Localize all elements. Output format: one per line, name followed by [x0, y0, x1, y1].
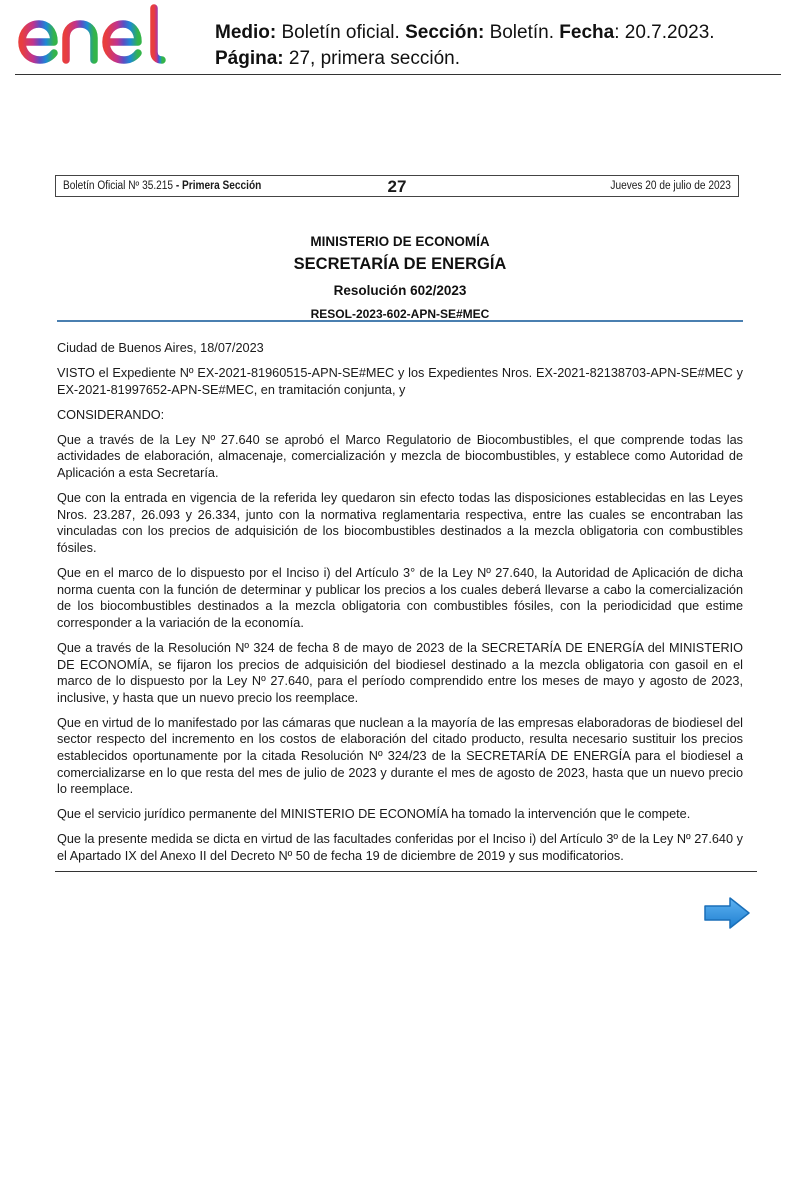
- pagina-value: 27, primera sección.: [288, 48, 460, 69]
- seccion-label: Sección:: [405, 22, 485, 43]
- paragraph-date: Ciudad de Buenos Aires, 18/07/2023: [57, 341, 264, 355]
- bulletin-date: Jueves 20 de julio de 2023: [610, 180, 731, 192]
- fecha-label: Fecha: [559, 22, 615, 43]
- edition-number: Boletín Oficial Nº 35.215: [63, 180, 174, 192]
- fecha-value: : 20.7.2023.: [614, 22, 715, 43]
- paragraph: Que a través de la Resolución Nº 324 de fecha 8 de mayo de 2023 de la SECRETARÍA DE ENERGÍA del MINISTERIO DE ECONOMÍA, se fijaron los precios de adquisición del biodiesel destinado a la mezcla obligatoria con gasoil en el marco de lo dispuesto por la Ley Nº 27.640, para el período comprendido entre los meses de mayo y agosto de 2023, inclusive, y hasta que un nuevo precio los reemplace.: [57, 640, 743, 705]
- header-divider: [15, 74, 781, 75]
- paragraph-considerando: CONSIDERANDO:: [57, 407, 165, 422]
- paragraph-visto: VISTO el Expediente Nº EX-2021-81960515-APN-SE#MEC y los Expedientes Nros. EX-2021-82138703-APN-SE#MEC y EX-2021-81997652-APN-SE#MEC, en tramitación conjunta, y: [57, 366, 743, 397]
- arrow-right-icon[interactable]: [702, 895, 752, 931]
- pagina-label: Página:: [215, 48, 284, 69]
- resolution-body: [57, 340, 743, 873]
- paragraph: Que en el marco de lo dispuesto por el Inciso i) del Artículo 3° de la Ley Nº 27.640, la Autoridad de Aplicación de dicha norma cuenta con la función de determinar y publicar los precios a los cuales deberá llevarse a cabo la comercialización de los biocombustibles destinados a la mezcla obligatoria con combustibles fósiles, con la periodicidad que estime corresponder a la variación de la economía.: [57, 566, 743, 630]
- title-divider: [57, 320, 743, 322]
- ministry-title: MINISTERIO DE ECONOMÍA: [310, 234, 490, 249]
- meta-line-2: [215, 46, 715, 72]
- paragraph: Que el servicio jurídico permanente del MINISTERIO DE ECONOMÍA ha tomado la intervención que le compete.: [57, 807, 691, 822]
- bulletin-page-number: 27: [387, 177, 407, 196]
- paragraph: Que en virtud de lo manifestado por las cámaras que nuclean a la mayoría de las empresas elaboradoras de biodiesel del sector respecto del incremento en los costos de elaboración del citado producto, resulta necesario sustituir los precios establecidos oportunamente por la citada Resolución Nº 324/23 de la SECRETARÍA DE ENERGÍA para el biodiesel a comercializarse en lo que resta del mes de julio de 2023 y durante el mes de agosto de 2023, hasta que un nuevo precio lo reemplace.: [57, 715, 743, 797]
- meta-line-1: [215, 20, 715, 46]
- seccion-value: Boletín.: [489, 22, 554, 43]
- clipping-meta: [215, 20, 715, 72]
- secretariat-title: SECRETARÍA DE ENERGÍA: [293, 255, 507, 273]
- paragraph: Que con la entrada en vigencia de la referida ley quedaron sin efecto todas las disposiciones establecidas en las Leyes Nros. 23.287, 26.093 y 26.334, junto con la normativa reglamentaria respectiva, entre las cuales se encontraban las vinculadas con los precios de adquisición de los biocombustibles destinados a la mezcla obligatoria con combustibles fósiles.: [57, 491, 743, 555]
- medio-value: Boletín oficial.: [281, 22, 400, 43]
- footer-divider: [55, 871, 757, 872]
- edition-section: Primera Sección: [182, 180, 262, 192]
- resolution-titles: [57, 230, 743, 324]
- paragraph: Que a través de la Ley Nº 27.640 se aprobó el Marco Regulatorio de Biocombustibles, el que comprende todas las actividades de elaboración, almacenaje, comercialización y mezcla de biocombustibles, y establece como Autoridad de Aplicación a esta Secretaría.: [57, 432, 743, 481]
- paragraph: Que la presente medida se dicta en virtud de las facultades conferidas por el Inciso i) del Artículo 3º de la Ley Nº 27.640 y el Apartado IX del Anexo II del Decreto Nº 50 de fecha 19 de diciembre de 2019 y sus modificatorios.: [57, 832, 743, 863]
- resolution-code: RESOL-2023-602-APN-SE#MEC: [310, 307, 490, 321]
- enel-logo: [14, 4, 184, 66]
- medio-label: Medio:: [215, 22, 277, 43]
- bulletin-edition: Boletín Oficial Nº 35.215 - Primera Sección: [63, 180, 262, 192]
- resolution-title: Resolución 602/2023: [333, 283, 467, 298]
- bulletin-header: [55, 175, 739, 197]
